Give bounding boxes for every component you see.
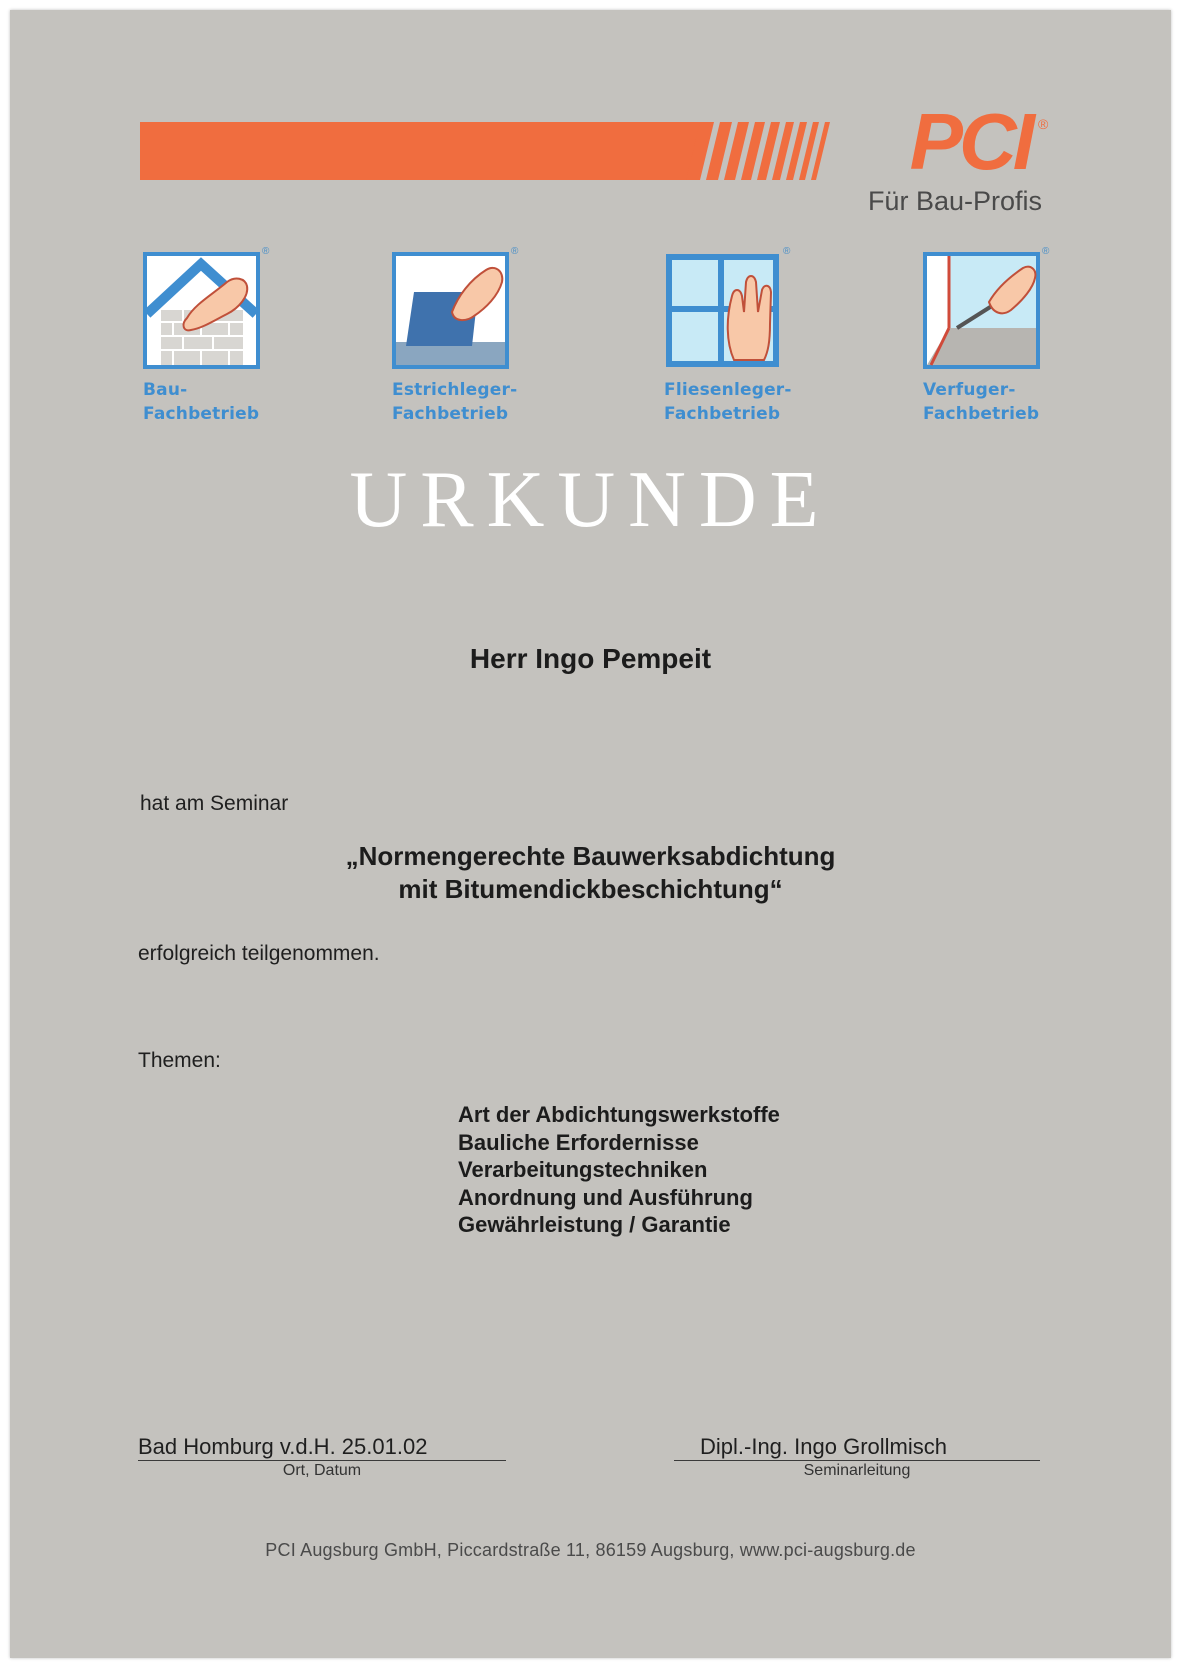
recipient-name: Herr Ingo Pempeit <box>469 643 712 674</box>
place-date-caption: Ort, Datum <box>282 1462 362 1479</box>
trade-caption-line: Estrichleger- <box>392 380 518 400</box>
outcome-text: erfolgreich teilgenommen. <box>138 942 380 965</box>
trade-caption <box>923 378 1068 426</box>
place-date-line <box>138 1460 506 1461</box>
registered-mark: ® <box>783 246 791 257</box>
house-hand-icon <box>143 252 260 369</box>
seminar-title-line: mit Bitumendickbeschichtung“ <box>398 874 783 904</box>
trade-bau <box>143 246 288 426</box>
trade-caption-line: Fachbetrieb <box>143 404 260 424</box>
registered-mark: ® <box>262 246 270 257</box>
trowel-hand-icon <box>392 252 509 369</box>
topic-item: Anordnung und Ausführung <box>458 1184 753 1210</box>
seminar-title <box>0 840 1181 906</box>
trade-caption-line: Verfuger- <box>923 380 1016 400</box>
trade-caption-line: Bau- <box>143 380 188 400</box>
seminar-title-line: „Normengerechte Bauwerksabdichtung <box>345 841 836 871</box>
pci-logo: PCI <box>909 97 1031 186</box>
brand-tagline: Für Bau-Profis <box>867 186 1042 216</box>
place-date: Bad Homburg v.d.H. 25.01.02 <box>138 1434 428 1459</box>
topics-label: Themen: <box>138 1049 221 1072</box>
grout-gun-icon <box>923 252 1040 369</box>
signer-name: Dipl.-Ing. Ingo Grollmisch <box>700 1434 947 1459</box>
trade-caption-line: Fliesenleger- <box>664 380 792 400</box>
signer-caption: Seminarleitung <box>803 1462 911 1479</box>
intro-text: hat am Seminar <box>140 792 289 815</box>
footer-address: PCI Augsburg GmbH, Piccardstraße 11, 86159 Augsburg, www.pci-augsburg.de <box>265 1540 916 1560</box>
registered-mark: ® <box>1042 246 1050 257</box>
registered-mark: ® <box>511 246 519 257</box>
signer-line <box>674 1460 1040 1461</box>
tile-wall-hand-icon <box>664 252 781 369</box>
trade-caption-line: Fachbetrieb <box>664 404 781 424</box>
registered-mark: ® <box>1038 116 1049 132</box>
topic-item: Bauliche Erfordernisse <box>458 1129 699 1155</box>
topic-item: Verarbeitungstechniken <box>458 1157 708 1182</box>
trade-fliesenleger <box>664 246 809 426</box>
trade-verfuger <box>923 246 1068 426</box>
topic-item: Art der Abdichtungswerkstoffe <box>458 1102 780 1127</box>
trade-estrichleger <box>392 246 537 426</box>
topics-list <box>458 1101 780 1239</box>
topic-item: Gewährleistung / Garantie <box>458 1212 731 1237</box>
trade-caption <box>392 378 537 426</box>
trade-caption <box>143 378 288 426</box>
trade-caption <box>664 378 809 426</box>
trade-caption-line: Fachbetrieb <box>392 404 509 424</box>
brand-stripe <box>140 122 830 180</box>
certificate-title: URKUNDE <box>349 456 832 544</box>
trade-caption-line: Fachbetrieb <box>923 404 1040 424</box>
